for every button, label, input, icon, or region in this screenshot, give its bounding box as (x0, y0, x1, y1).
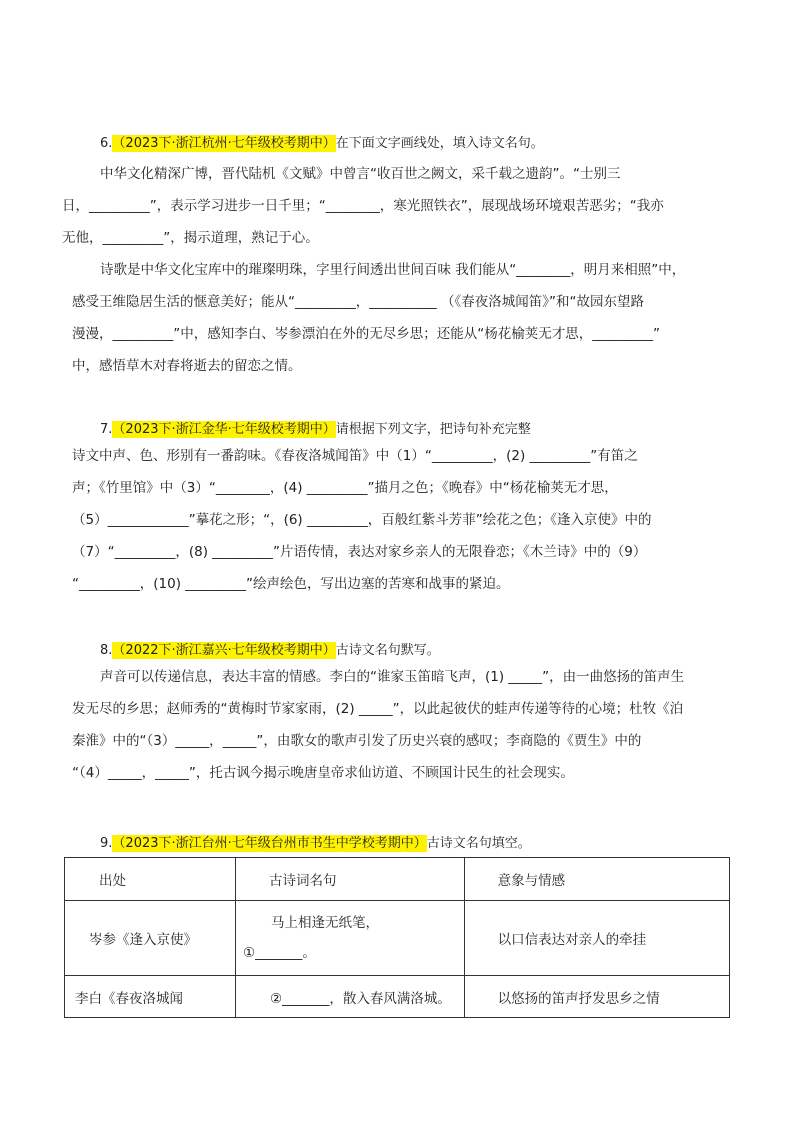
text-line: （7）“_________，(8) _________”片语传情，表达对家乡亲人的无限眷恋；《木兰诗》中的（9） (72, 544, 647, 560)
question-instruction: 在下面文字画线处，填入诗文名句。 (335, 136, 544, 151)
table-cell-verse: ②_______，散入春风满洛城。 (236, 976, 465, 1018)
text-line: 无他，_________”，揭示道理，熟记于心。 (62, 230, 319, 246)
question-body (62, 158, 740, 382)
text-line: 诗歌是中华文化宝库中的璀璨明珠，字里行间透出世间百味 我们能从“________，明月来相照”中， (100, 262, 686, 278)
table-cell-emotion: 以悠扬的笛声抒发思乡之情 (464, 976, 729, 1018)
text-line: 中，感悟草木对春将逝去的留恋之情。 (72, 358, 302, 374)
table-header-cell: 出处 (65, 858, 236, 901)
verse-line: 马上相逢无纸笔， (271, 915, 379, 931)
table-header-row (65, 858, 730, 901)
text-line: 声；《竹里馆》中（3）“________，(4) _________”描月之色；《晚春》中“杨花榆荚无才思， (72, 480, 618, 496)
question-number: 7. (100, 422, 113, 437)
question-body (72, 440, 740, 600)
table-header-cell: 意象与情感 (464, 858, 729, 901)
source-highlight: （ 2022下·浙江嘉兴·七年级校考期中 ） (112, 642, 335, 659)
question-6 (62, 134, 740, 382)
question-instruction: 古诗文名句默写。 (335, 643, 440, 658)
text-line: 感受王维隐居生活的惬意美好；能从“_________，__________ （《春夜洛城闻笛》”和“故园东望路 (72, 294, 645, 310)
question-number: 6. (100, 136, 113, 151)
table-row (65, 976, 730, 1018)
question-9 (100, 834, 740, 854)
text-line: 中华文化精深广博，晋代陆机《文赋》中曾言“收百世之阙文，采千载之遗韵”。“士别三 (100, 166, 621, 182)
table-cell-verse (236, 901, 465, 976)
table-header-cell: 古诗词名句 (236, 858, 465, 901)
text-line: 秦淮》中的“（3）_____，_____”，由歌女的歌声引发了历史兴衰的感叹；李商隐的《贾生》中的 (72, 733, 642, 749)
text-line: “（4）_____，_____”，托古讽今揭示晚唐皇帝求仙访道、不顾国计民生的社会现实。 (72, 765, 574, 781)
question-body (72, 661, 740, 789)
text-line: 发无尽的乡思；赵师秀的“黄梅时节家家雨，(2) _____”，以此起彼伏的蛙声传递等待的心境；杜牧《泊 (72, 701, 684, 717)
text-line: 日，_________”，表示学习进步一日千里；“________，寒光照铁衣”，展现战场环境艰苦恶劣；“我亦 (62, 198, 664, 214)
text-line: （5）____________”摹花之形；“，(6) _________，百般红紫斗芳菲”绘花之色；《逢入京使》中的 (72, 512, 652, 528)
question-header (100, 420, 740, 440)
question-header (100, 134, 740, 154)
table-cell-source: 岑参《逢入京使》 (65, 901, 236, 976)
poem-table (64, 857, 730, 1018)
question-number: 9. (100, 836, 113, 851)
question-instruction: 古诗文名句填空。 (426, 836, 531, 851)
source-highlight: （ 2023下·浙江杭州·七年级校考期中 ） (112, 135, 335, 152)
source-highlight: （ 2023下·浙江台州·七年级台州市书生中学校考期中 ） (112, 835, 426, 852)
table-row (65, 901, 730, 976)
text-line: “_________，(10) _________”绘声绘色，写出边塞的苦寒和战事的紧迫。 (72, 576, 510, 592)
question-number: 8. (100, 643, 113, 658)
question-instruction: 请根据下列文字，把诗句补充完整 (335, 422, 531, 437)
table-cell-source: 李白《春夜洛城闻 (65, 976, 236, 1018)
text-line: 漫漫，_________”中，感知李白、岑参漂泊在外的无尽乡思；还能从“杨花榆荚无才思，_________” (72, 326, 660, 342)
question-8 (72, 641, 740, 789)
question-header (100, 834, 740, 854)
source-highlight: （ 2023下·浙江金华·七年级校考期中 ） (112, 421, 335, 438)
verse-blank: ①_______。 (243, 945, 316, 961)
question-header (100, 641, 740, 661)
question-7 (72, 420, 740, 600)
text-line: 声音可以传递信息，表达丰富的情感。李白的“谁家玉笛暗飞声，(1) _____”，由一曲悠扬的笛声生 (100, 669, 685, 685)
table-cell-emotion: 以口信表达对亲人的牵挂 (464, 901, 729, 976)
text-line: 诗文中声、色、形别有一番韵味。《春夜洛城闻笛》中（1）“_________，(2) _________”有笛之 (72, 448, 638, 464)
